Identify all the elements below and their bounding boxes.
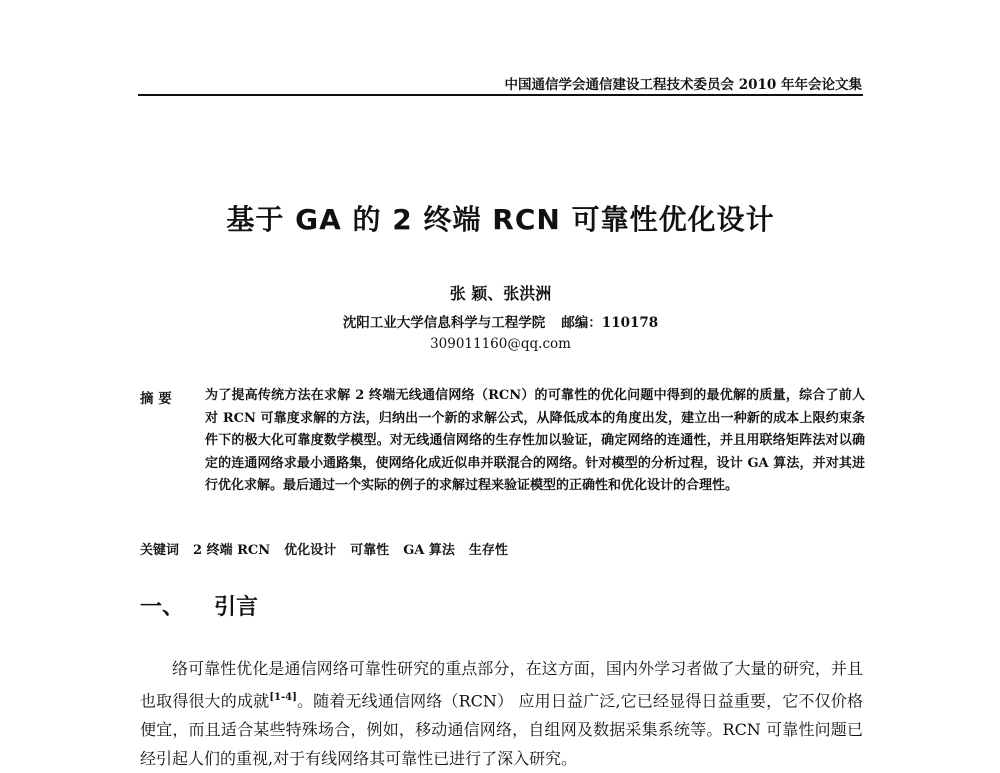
section-number: 一、 xyxy=(140,595,185,620)
keyword-item: 优化设计 xyxy=(284,543,337,558)
intro-text-part1: 络可靠性优化是通信网络可靠性研究的重点部分，在这方面，国内外学习者做了大量的研究，并且也取得很大的成就 xyxy=(140,659,863,711)
affiliation: 沈阳工业大学信息科学与工程学院 xyxy=(342,315,546,331)
author-email: 309011160@qq.com xyxy=(430,336,571,352)
running-header: 中国通信学会通信建设工程技术委员会 2010 年年会论文集 xyxy=(504,77,862,93)
keyword-item: 生存性 xyxy=(468,543,508,558)
citation-ref: [1-4] xyxy=(269,692,297,703)
keyword-item: 2 终端 RCN xyxy=(193,543,271,558)
intro-paragraph xyxy=(140,654,863,773)
postcode: 邮编：110178 xyxy=(561,315,659,331)
abstract-body: 为了提高传统方法在求解 2 终端无线通信网络（RCN）的可靠性的优化问题中得到的最优解的质量，综合了前人对 RCN 可靠度求解的方法，归纳出一个新的求解公式，从降低成本的角度出发，建立出一种新的成本上限约束条件下的极大化可靠度数学模型。对无线通信网络的生存性加以验证，确定网络的连通性，并且用联络矩阵法对以确定的连通网络求最小通路集，使网络化成近似串并联混合的网络。针对模型的分析过程，设计 GA 算法，并对其进行优化求解。最后通过一个实际的例子的求解过程来验证模型的正确性和优化设计的合理性。 xyxy=(205,388,865,493)
keywords-label: 关键词 xyxy=(140,543,180,558)
intro-text-part2: 。随着无线通信网络（RCN） 应用日益广泛,它已经显得日益重要，它不仅价格便宜，而且适合某些特殊场合，例如，移动通信网络，自组网及数据采集系统等。RCN 可靠性问题已经引起人们的重视,对于有线网络其可靠性已进行了深入研究。 xyxy=(140,691,863,769)
section-title: 引言 xyxy=(214,595,259,620)
keywords-line xyxy=(140,539,865,558)
affiliation-line xyxy=(138,311,863,331)
abstract-label: 摘 要 xyxy=(140,391,172,407)
keyword-item: GA 算法 xyxy=(403,543,455,558)
paper-title: 基于 GA 的 2 终端 RCN 可靠性优化设计 xyxy=(226,203,775,236)
section-heading xyxy=(140,590,258,621)
keyword-item: 可靠性 xyxy=(350,543,390,558)
author-list: 张 颖、张洪洲 xyxy=(449,284,552,303)
header-rule xyxy=(138,94,863,96)
